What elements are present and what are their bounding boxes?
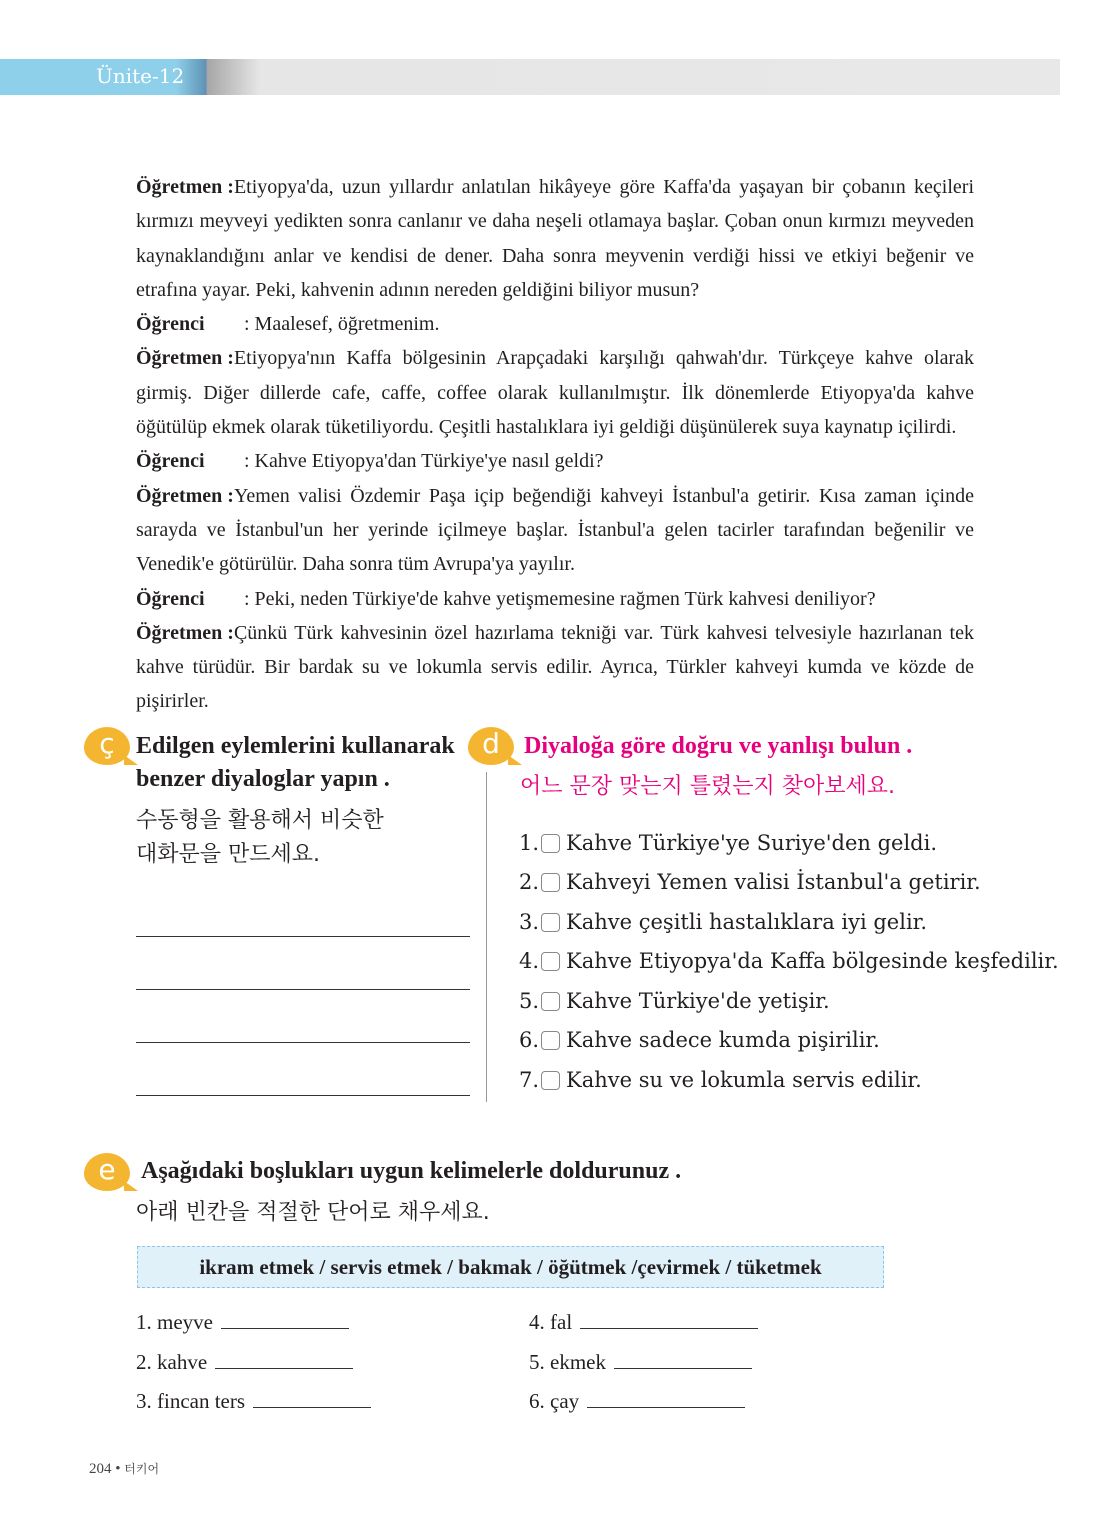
checkbox[interactable] bbox=[541, 834, 560, 853]
fill-item bbox=[529, 1350, 752, 1375]
blank[interactable] bbox=[253, 1390, 371, 1408]
true-false-item bbox=[519, 870, 981, 894]
dialogue-line bbox=[136, 170, 974, 307]
blank[interactable] bbox=[587, 1390, 745, 1408]
dialogue-line bbox=[136, 444, 974, 478]
unit-title: Ünite-12 bbox=[96, 64, 185, 88]
item-text: Kahve Türkiye'de yetişir. bbox=[566, 989, 830, 1013]
speaker: Öğrenci bbox=[136, 450, 205, 473]
blank[interactable] bbox=[614, 1351, 752, 1369]
answer-line[interactable] bbox=[136, 936, 470, 937]
section-d-badge-icon: d bbox=[468, 727, 514, 765]
checkbox[interactable] bbox=[541, 1031, 560, 1050]
speaker: Öğretmen : bbox=[136, 176, 234, 198]
fill-label: 5. ekmek bbox=[529, 1350, 606, 1374]
item-number: 5. bbox=[519, 989, 540, 1013]
line-text: : Peki, neden Türkiye'de kahve yetişmemesine rağmen Türk kahvesi deniliyor? bbox=[244, 587, 876, 610]
true-false-item bbox=[519, 949, 1059, 973]
fill-item bbox=[136, 1350, 353, 1375]
true-false-item bbox=[519, 910, 927, 934]
checkbox[interactable] bbox=[541, 992, 560, 1011]
line-text: Etiyopya'da, uzun yıllardır anlatılan hikâyeye göre Kaffa'da yaşayan bir çobanın keçileri kırmızı meyveyi yedikten sonra canlanır ve daha neşeli otlamaya başlar. Çoban onun kırmızı meyveden kaynaklandığını anlar ve kendisi de dener. Daha sonra meyvenin verdiği hissi ve etkiyi beğenir ve etrafına yayar. Peki, kahvenin adının nereden geldiğini biliyor musun? bbox=[136, 176, 974, 301]
item-number: 2. bbox=[519, 870, 540, 894]
fill-item bbox=[136, 1310, 349, 1335]
section-d-ko: 어느 문장 맞는지 틀렸는지 찾아보세요. bbox=[520, 774, 895, 799]
fill-label: 4. fal bbox=[529, 1310, 573, 1334]
line-text: : Kahve Etiyopya'dan Türkiye'ye nasıl geldi? bbox=[244, 450, 604, 473]
speaker: Öğretmen : bbox=[136, 621, 234, 644]
true-false-item bbox=[519, 989, 830, 1013]
fill-item bbox=[136, 1389, 371, 1414]
line-text: Etiyopya'nın Kaffa bölgesinin Arapçadaki karşılığı qahwah'dır. Türkçeye kahve olarak girmiş. Diğer dillerde cafe, caffe, coffee olarak kullanılmıştır. İlk dönemlerde Etiyopya'da kahve öğütülüp ekmek olarak tüketiliyordu. Çeşitli hastalıklara iyi geldiği düşünülerek suya kaynatıp içilirdi. bbox=[136, 347, 974, 439]
fill-label: 1. meyve bbox=[136, 1310, 213, 1334]
true-false-item bbox=[519, 1068, 922, 1092]
dialogue-line bbox=[136, 479, 974, 582]
speaker: Öğretmen : bbox=[136, 347, 234, 370]
fill-label: 2. kahve bbox=[136, 1350, 208, 1374]
item-text: Kahve Etiyopya'da Kaffa bölgesinde keşfedilir. bbox=[566, 949, 1059, 973]
section-c-ko-2: 대화문을 만드세요. bbox=[136, 842, 321, 867]
line-text: Yemen valisi Özdemir Paşa içip beğendiği kahveyi İstanbul'a getirir. Kısa zaman içinde sarayda ve İstanbul'un her yerinde içilmeye başlar. İstanbul'a gelen tacirler tarafından beğenilir ve Venedik'e götürülür. Daha sonra tüm Avrupa'ya yayılır. bbox=[136, 484, 974, 576]
checkbox[interactable] bbox=[541, 913, 560, 932]
section-e-ko: 아래 빈칸을 적절한 단어로 채우세요. bbox=[136, 1200, 490, 1225]
separator: • bbox=[115, 1461, 121, 1477]
section-e-title: Aşağıdaki boşlukları uygun kelimelerle doldurunuz . bbox=[141, 1158, 682, 1184]
section-d-title: Diyaloğa göre doğru ve yanlışı bulun . bbox=[524, 733, 913, 759]
word-box: ikram etmek / servis etmek / bakmak / öğütmek /çevirmek / tüketmek bbox=[137, 1246, 884, 1288]
item-number: 6. bbox=[519, 1028, 540, 1052]
item-number: 4. bbox=[519, 949, 540, 973]
section-c-ko-1: 수동형을 활용해서 비슷한 bbox=[136, 808, 384, 833]
fill-label: 3. fincan ters bbox=[136, 1389, 246, 1413]
speaker: Öğretmen : bbox=[136, 484, 234, 507]
line-text: : Maalesef, öğretmenim. bbox=[244, 313, 440, 336]
item-number: 7. bbox=[519, 1068, 540, 1092]
dialogue-line bbox=[136, 616, 974, 719]
true-false-item bbox=[519, 831, 937, 855]
line-text: Çünkü Türk kahvesinin özel hazırlama tekniği var. Türk kahvesi telvesiyle hazırlanan tek kahve türüdür. Bir bardak su ve lokumla servis edilir. Ayrıca, Türkler kahveyi kumda ve közde de pişirirler. bbox=[136, 621, 974, 713]
item-text: Kahve Türkiye'ye Suriye'den geldi. bbox=[566, 831, 938, 855]
item-number: 1. bbox=[519, 831, 540, 855]
speaker: Öğrenci bbox=[136, 587, 205, 610]
subject-name: 터키어 bbox=[124, 1462, 160, 1476]
item-text: Kahve sadece kumda pişirilir. bbox=[566, 1028, 880, 1052]
checkbox[interactable] bbox=[541, 873, 560, 892]
fill-item bbox=[529, 1310, 758, 1335]
unit-header bbox=[0, 59, 1060, 95]
checkbox[interactable] bbox=[541, 1071, 560, 1090]
blank[interactable] bbox=[221, 1311, 349, 1329]
answer-line[interactable] bbox=[136, 989, 470, 990]
checkbox[interactable] bbox=[541, 952, 560, 971]
item-number: 3. bbox=[519, 910, 540, 934]
section-c-badge-icon: ç bbox=[84, 727, 130, 765]
item-text: Kahve su ve lokumla servis edilir. bbox=[566, 1068, 922, 1092]
dialogue-line bbox=[136, 341, 974, 444]
dialogue bbox=[136, 170, 974, 719]
blank[interactable] bbox=[215, 1351, 353, 1369]
fill-item bbox=[529, 1389, 745, 1414]
answer-line[interactable] bbox=[136, 1095, 470, 1096]
section-c-title-1: Edilgen eylemlerini kullanarak bbox=[136, 733, 455, 759]
page-number: 204 bbox=[89, 1461, 112, 1477]
dialogue-line bbox=[136, 582, 974, 616]
item-text: Kahve çeşitli hastalıklara iyi gelir. bbox=[566, 910, 928, 934]
section-c-title-2: benzer diyaloglar yapın . bbox=[136, 766, 390, 792]
true-false-item bbox=[519, 1028, 880, 1052]
item-text: Kahveyi Yemen valisi İstanbul'a getirir. bbox=[566, 870, 981, 894]
blank[interactable] bbox=[580, 1311, 758, 1329]
answer-line[interactable] bbox=[136, 1042, 470, 1043]
speaker: Öğrenci bbox=[136, 313, 205, 336]
dialogue-line bbox=[136, 307, 974, 341]
fill-label: 6. çay bbox=[529, 1389, 580, 1413]
column-divider bbox=[486, 772, 487, 1102]
section-e-badge-icon: e bbox=[84, 1153, 130, 1191]
page-footer bbox=[89, 1460, 159, 1478]
